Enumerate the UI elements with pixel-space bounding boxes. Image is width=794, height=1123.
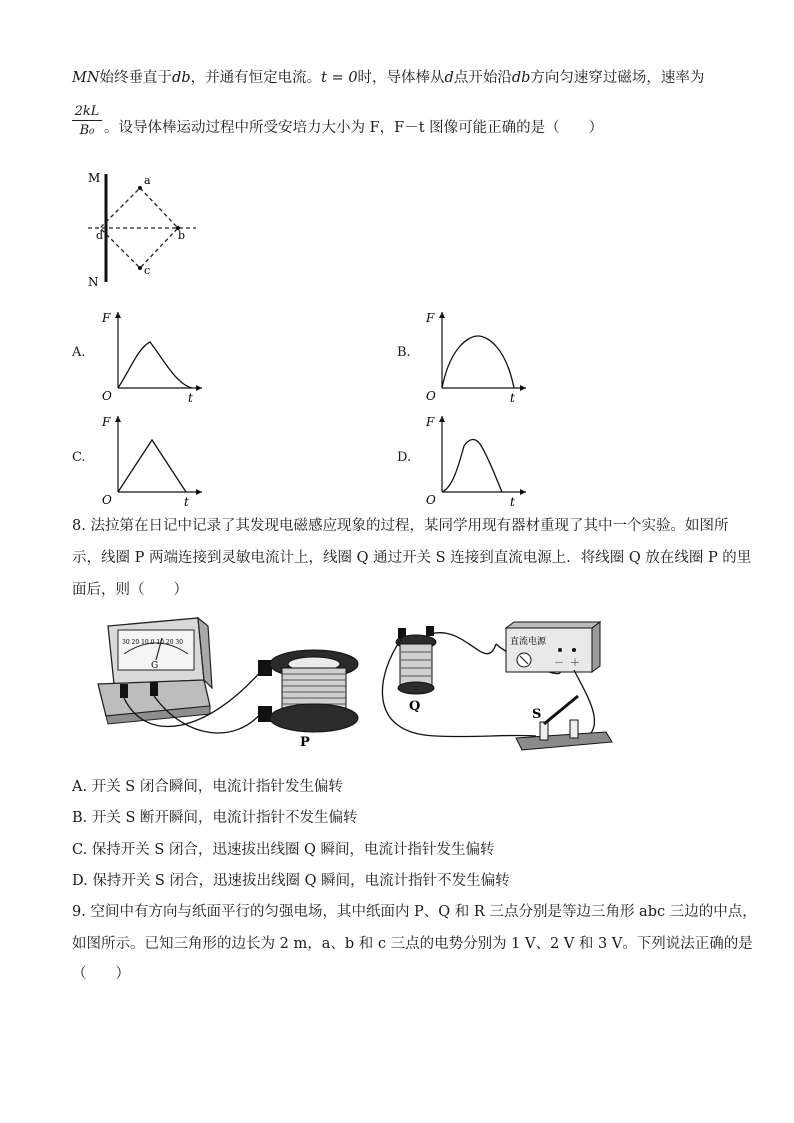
y-arrow: [115, 416, 121, 422]
q9-line3: （ ）: [72, 966, 130, 982]
curve: [442, 336, 514, 388]
label-t: t: [184, 495, 189, 506]
q8-line1: 8. 法拉第在日记中记录了其发现电磁感应现象的过程，某同学用现有器材重现了其中一个实验。如图所: [72, 518, 729, 534]
coil-q: [396, 626, 436, 714]
y-arrow: [115, 312, 121, 318]
label-g: G: [151, 661, 159, 671]
dc-power-supply: [506, 622, 600, 672]
q8-apparatus-figure: [86, 614, 616, 764]
q7-line2: 。设导体棒运动过程中所受安培力大小为 F，F－t 图像可能正确的是（ ）: [104, 120, 604, 136]
label-t: t: [510, 391, 515, 402]
point-a: [138, 186, 142, 190]
label-f: F: [426, 415, 435, 429]
coil-p: [258, 650, 358, 750]
label-o: O: [102, 389, 112, 402]
q8-line3: 面后，则（ ）: [72, 582, 188, 598]
option-a-graph: [98, 308, 208, 402]
label-t: t: [188, 391, 193, 402]
label-f: F: [102, 415, 111, 429]
q7-text-c: 时，导体棒从: [357, 70, 445, 86]
label-s: S: [532, 707, 542, 722]
q8-option-a: A. 开关 S 闭合瞬间，电流计指针发生偏转: [72, 779, 343, 795]
q7-text-e: 点开始沿: [453, 70, 512, 86]
y-arrow: [439, 416, 445, 422]
q8-option-c: C. 保持开关 S 闭合，迅速拔出线圈 Q 瞬间，电流计指针发生偏转: [72, 842, 495, 858]
label-f: F: [102, 311, 111, 325]
label-o: O: [426, 389, 436, 402]
x-arrow: [196, 489, 202, 495]
galvanometer-scale: 30 20 10 0 10 20 30: [122, 639, 184, 646]
option-c-graph: [98, 412, 208, 506]
label-o: O: [426, 493, 436, 506]
point-c: [138, 266, 142, 270]
label-o: O: [102, 493, 112, 506]
x-arrow: [196, 385, 202, 391]
switch-s: [516, 696, 612, 750]
q8-option-d: D. 保持开关 S 闭合，迅速拔出线圈 Q 瞬间，电流计指针不发生偏转: [72, 873, 510, 889]
q7-d: d: [444, 70, 454, 86]
label-b: b: [178, 229, 186, 242]
label-m: M: [88, 171, 101, 185]
label-t: t: [510, 495, 515, 506]
option-b-letter: B.: [397, 345, 411, 360]
curve: [442, 440, 502, 492]
option-d-letter: D.: [397, 450, 412, 465]
label-power: 直流电源: [510, 637, 547, 647]
y-arrow: [439, 312, 445, 318]
option-b-graph: [422, 308, 532, 402]
curve: [118, 440, 186, 492]
terminal-left: [120, 684, 128, 698]
q7-text-a: 始终垂直于: [99, 70, 173, 86]
q7-db2: db: [511, 70, 531, 86]
label-d: d: [96, 229, 104, 242]
galvanometer: [98, 618, 212, 724]
curve: [118, 342, 192, 388]
terminal-right: [150, 682, 158, 696]
label-n: N: [88, 275, 99, 289]
q7-text-b: ，并通有恒定电流。: [190, 70, 322, 86]
svg-text:＋: ＋: [570, 658, 580, 669]
q7-t0: t = 0: [321, 70, 358, 86]
q7-field-figure: [84, 166, 204, 290]
option-a-letter: A.: [72, 345, 86, 360]
q7-speed-fraction: [72, 104, 102, 138]
fraction-numerator: 2kL: [72, 104, 102, 121]
q8-option-b: B. 开关 S 断开瞬间，电流计指针不发生偏转: [72, 810, 358, 826]
q9-line1: 9. 空间中有方向与纸面平行的匀强电场，其中纸面内 P、Q 和 R 三点分别是等边三角形 abc 三边的中点，: [72, 904, 757, 920]
q7-line1: [72, 66, 704, 87]
svg-text:－: －: [554, 658, 564, 669]
option-d-graph: [422, 412, 532, 506]
q7-text-f: 方向匀速穿过磁场，速率为: [530, 70, 705, 86]
q7-db: db: [172, 70, 191, 86]
x-arrow: [520, 489, 526, 495]
q9-line2: 如图所示。已知三角形的边长为 2 m，a、b 和 c 三点的电势分别为 1 V、2 V 和 3 V。下列说法正确的是: [72, 936, 753, 952]
option-c-letter: C.: [72, 450, 86, 465]
label-c: c: [144, 264, 151, 277]
x-arrow: [520, 385, 526, 391]
label-a: a: [144, 174, 151, 187]
label-p: P: [300, 735, 310, 750]
q8-line2: 示，线圈 P 两端连接到灵敏电流计上，线圈 Q 通过开关 S 连接到直流电源上．将线圈 Q 放在线圈 P 的里: [72, 550, 752, 566]
fraction-denominator: B₀: [79, 123, 95, 138]
label-f: F: [426, 311, 435, 325]
label-q: Q: [409, 699, 421, 714]
q7-mn: MN: [72, 70, 100, 86]
